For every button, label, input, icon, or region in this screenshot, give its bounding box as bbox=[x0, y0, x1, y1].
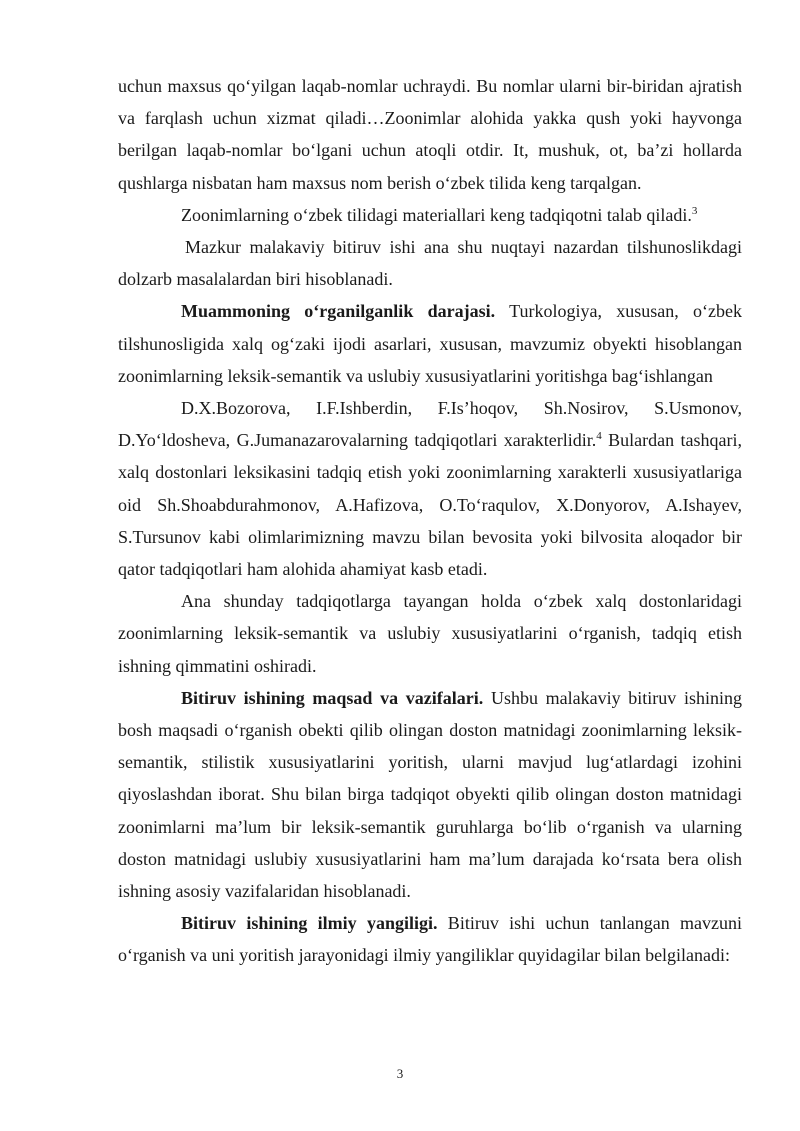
paragraph-text: D.X.Bozorova, I.F.Ishberdin, F.Is’hoqov, Sh.Nosirov, S.Usmonov, D.Yo‘ldosheva, G.Jumanazarovalarning tadqiqotlari xarakterlidir. bbox=[118, 398, 742, 451]
paragraph bbox=[118, 295, 742, 392]
section-heading: Bitiruv ishining ilmiy yangiligi. bbox=[181, 913, 438, 934]
footnote-ref: 3 bbox=[691, 204, 698, 217]
paragraph bbox=[118, 907, 742, 971]
paragraph-text: Zoonimlarning o‘zbek tilidagi materiallari keng tadqiqotni talab qiladi. bbox=[181, 204, 692, 225]
paragraph bbox=[118, 392, 742, 585]
paragraph bbox=[118, 199, 742, 231]
paragraph-text: Bulardan tashqari, xalq dostonlari leksikasini tadqiq etish yoki zoonimlarning xarakterli xususiyatlariga oid Sh.Shoabdurahmonov, A.Hafizova, O.To‘raqulov, X.Donyorov, A.Ishayev, S.Tursunov kabi olimlarimizning mavzu bilan bevosita yoki bilvosita aloqador bir qator tadqiqotlari ham alohida ahamiyat kasb etadi. bbox=[118, 430, 743, 580]
section-heading: Bitiruv ishining maqsad va vazifalari. bbox=[181, 687, 484, 708]
page-body bbox=[118, 70, 742, 972]
footnote-ref: 4 bbox=[596, 430, 602, 443]
page-number: 3 bbox=[396, 1066, 404, 1081]
section-heading: Muammoning o‘rganilganlik darajasi. bbox=[181, 301, 496, 322]
paragraph-text: Bitiruv ishi uchun tanlangan mavzuni o‘rganish va uni yoritish jarayonidagi ilmiy yangiliklar quyidagilar bilan belgilanadi: bbox=[118, 913, 743, 966]
paragraph bbox=[118, 682, 742, 907]
paragraph-text: Turkologiya, xususan, o‘zbek tilshunosligida xalq og‘zaki ijodi asarlari, xususan, mavzumiz obyekti hisoblangan zoonimlarning leksik-semantik va uslubiy xususiyatlarini yoritishga bag‘ishlangan bbox=[118, 301, 743, 386]
paragraph-text: Ushbu malakaviy bitiruv ishining bosh maqsadi o‘rganish obekti qilib olingan doston matnidagi zoonimlarning leksik-semantik, stilistik xususiyatlarini yoritish, ularni mavjud lug‘atlardagi izohini qiyoslashdan iborat. Shu bilan birga tadqiqot obyekti qilib olingan doston matnidagi zoonimlarni ma’lum bir leksik-semantik guruhlarga bo‘lib o‘rganish va ularning doston matnidagi uslubiy xususiyatlarini ham ma’lum darajada ko‘rsata bera olish ishning asosiy vazifalaridan hisoblanadi. bbox=[118, 687, 742, 902]
paragraph: Mazkur malakaviy bitiruv ishi ana shu nuqtayi nazardan tilshunoslikdagi dolzarb masalalardan biri hisoblanadi. bbox=[118, 237, 742, 290]
paragraph: Ana shunday tadqiqotlarga tayangan holda o‘zbek xalq dostonlaridagi zoonimlarning leksik-semantik va uslubiy xususiyatlarini o‘rganish, tadqiq etish ishning qimmatini oshiradi. bbox=[118, 591, 742, 676]
paragraph: uchun maxsus qo‘yilgan laqab-nomlar uchraydi. Bu nomlar ularni bir-biridan ajratish va farqlash uchun xizmat qiladi…Zoonimlar alohida yakka qush yoki hayvonga berilgan laqab-nomlar bo‘lgani uchun atoqli otdir. It, mushuk, ot, ba’zi hollarda qushlarga nisbatan ham maxsus nom berish o‘zbek tilida keng tarqalgan. bbox=[118, 76, 742, 193]
